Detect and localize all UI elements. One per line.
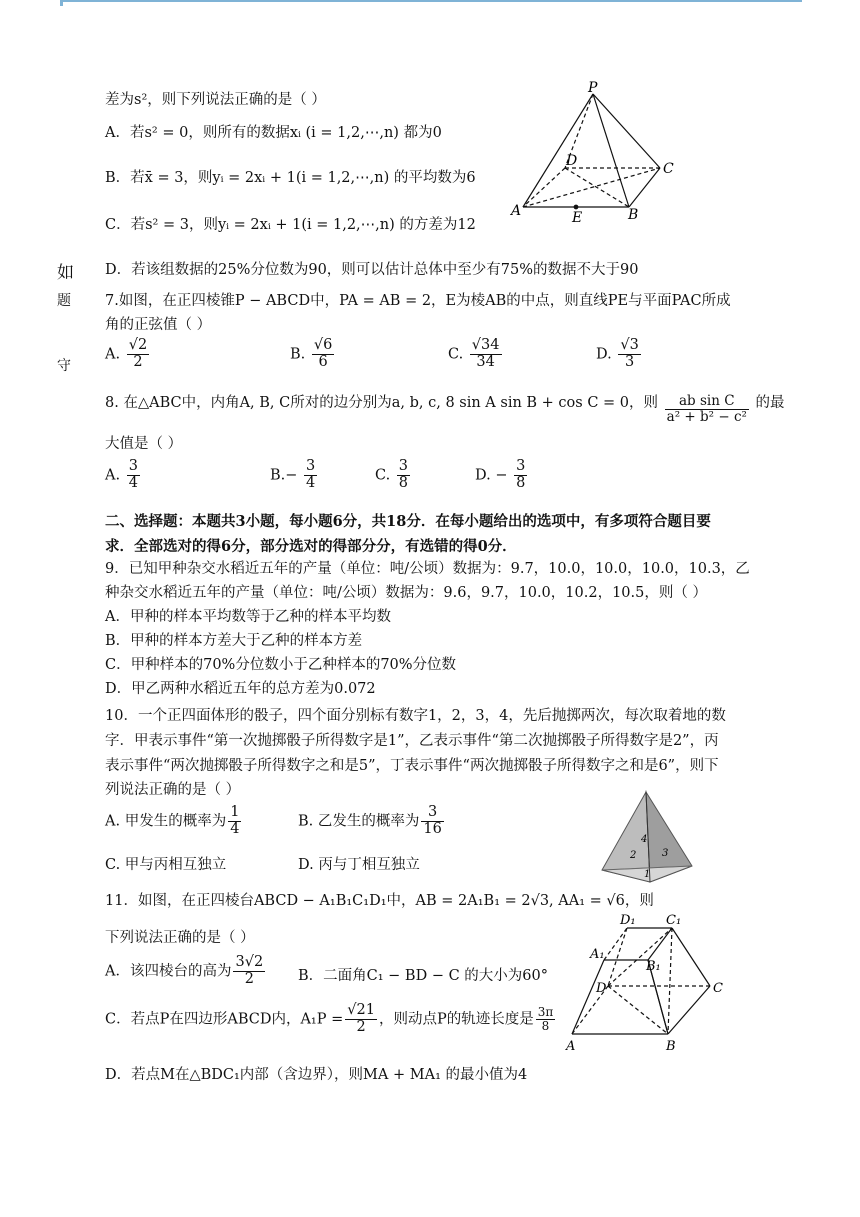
fraction-den: 8	[541, 1018, 550, 1033]
q11-option-b: B．二面角C₁ − BD − C 的大小为60°	[298, 968, 548, 984]
pyramid-label-e: E	[572, 210, 583, 225]
q7-option-b	[290, 338, 336, 371]
tetrahedron-die-figure	[598, 790, 698, 886]
frustum-label-a1: A₁	[590, 947, 605, 962]
frustum-label-a: A	[566, 1039, 576, 1054]
frustum-label-b: B	[666, 1039, 676, 1054]
margin-mark: 如	[57, 263, 74, 283]
q8-option-c	[375, 459, 412, 492]
fraction-den: 2	[356, 1018, 366, 1035]
top-border-line	[62, 0, 802, 6]
fraction-num: √2	[128, 337, 148, 353]
fraction-den: 4	[128, 474, 138, 491]
option-label: C.	[375, 467, 391, 484]
frustum-label-b1: B₁	[646, 959, 661, 974]
q9-stem-line1: 9．已知甲种杂交水稻近五年的产量（单位：吨/公顷）数据为：9.7，10.0，10.0，10.0，10.3，乙	[105, 561, 750, 577]
fraction-den: 6	[318, 353, 328, 370]
q10-stem-line2: 字．甲表示事件“第一次抛掷骰子所得数字是1”，乙表示事件“第二次抛掷骰子所得数字是2”，丙	[105, 733, 719, 749]
option-text: A．该四棱台的高为	[105, 963, 232, 980]
fraction	[421, 805, 443, 838]
q8-text-b: 的最	[755, 395, 785, 411]
fraction-den: 4	[230, 820, 240, 837]
fraction	[233, 955, 265, 988]
option-label: B.	[290, 346, 306, 363]
q9-option-d: D．甲乙两种水稻近五年的总方差为0.072	[105, 681, 376, 697]
pyramid-label-p: P	[588, 80, 598, 96]
option-label: C.	[448, 346, 464, 363]
fraction	[536, 1006, 556, 1033]
option-text: A. 甲发生的概率为	[105, 813, 227, 830]
fraction-num: 3√2	[235, 954, 264, 970]
fraction	[312, 338, 334, 371]
fraction-num: 3	[398, 458, 409, 474]
fraction-num: √34	[471, 337, 500, 353]
q8-stem-line1	[105, 391, 785, 425]
q8-stem-line2: 大值是（ ）	[105, 436, 183, 452]
q11-stem-line2: 下列说法正确的是（ ）	[105, 930, 255, 946]
option-label: D.	[475, 467, 491, 484]
q10-stem-line4: 列说法正确的是（ ）	[105, 782, 241, 798]
q6-option-b: B．若x̄ = 3，则yᵢ = 2xᵢ + 1(i = 1,2,⋯,n) 的平均数为6	[105, 170, 476, 186]
fraction	[228, 805, 241, 838]
option-sign: −	[495, 467, 508, 484]
q11-option-d: D．若点M在△BDC₁内部（含边界），则MA + MA₁ 的最小值为4	[105, 1067, 528, 1083]
q6-option-d: D．若该组数据的25%分位数为90，则可以估计总体中至少有75%的数据不大于90	[105, 262, 639, 278]
fraction-den: 3	[624, 353, 635, 370]
q10-option-d: D. 丙与丁相互独立	[298, 857, 420, 873]
fraction-den: 8	[516, 474, 526, 491]
q7-option-c	[448, 338, 504, 371]
frustum-figure	[560, 912, 730, 1054]
q9-option-a: A．甲种的样本平均数等于乙种的样本平均数	[105, 609, 391, 625]
q7-option-d	[596, 338, 643, 371]
q7-option-a	[105, 338, 151, 371]
fraction-den: 2	[133, 353, 143, 370]
fraction-num: √6	[313, 337, 333, 353]
fraction-num: 3π	[537, 1004, 554, 1019]
option-label: D.	[596, 346, 612, 363]
fraction-den: 4	[306, 474, 316, 491]
q10-option-b	[298, 805, 446, 838]
q10-option-a	[105, 805, 243, 838]
frustum-label-d: D	[596, 981, 607, 996]
q6-option-c: C．若s² = 3，则yᵢ = 2xᵢ + 1(i = 1,2,⋯,n) 的方差为12	[105, 217, 476, 233]
q10-option-c: C. 甲与丙相互独立	[105, 857, 227, 873]
frustum-label-c1: C₁	[666, 913, 682, 928]
fraction	[127, 459, 140, 492]
q6-option-a: A．若s² = 0，则所有的数据xᵢ (i = 1,2,⋯,n) 都为0	[105, 125, 442, 141]
fraction-den: 16	[423, 820, 442, 837]
margin-mark: 题	[57, 293, 71, 309]
q9-option-b: B．甲种的样本方差大于乙种的样本方差	[105, 633, 363, 649]
die-face-label: 4	[641, 834, 648, 845]
fraction	[397, 459, 410, 492]
pyramid-figure	[505, 80, 700, 225]
q8-option-b	[270, 459, 319, 492]
fraction-num: √3	[620, 337, 639, 353]
fraction-den: 34	[476, 353, 495, 370]
fraction-num: ab sin C	[665, 394, 749, 410]
fraction	[345, 1003, 377, 1036]
fraction-num: √21	[347, 1002, 375, 1018]
fraction-den: 2	[244, 970, 254, 987]
q11-option-a	[105, 955, 267, 988]
pyramid-label-b: B	[628, 207, 639, 223]
fraction	[304, 459, 317, 492]
q8-text-a: 8. 在△ABC中，内角A, B, C所对的边分别为a, b, c, 8 sin A sin B + cos C = 0，则	[105, 395, 659, 411]
fraction-den: 8	[398, 474, 409, 491]
q9-option-c: C．甲种样本的70%分位数小于乙种样本的70%分位数	[105, 657, 457, 673]
q8-fraction	[665, 394, 749, 425]
option-label: A.	[105, 346, 121, 363]
margin-mark: 守	[57, 358, 71, 374]
die-face-label: 3	[662, 848, 669, 859]
pyramid-label-a: A	[511, 203, 522, 219]
option-label: B.	[270, 467, 286, 484]
q7-stem-line2: 角的正弦值（ ）	[105, 317, 212, 333]
q9-stem-line2: 种杂交水稻近五年的产量（单位：吨/公顷）数据为：9.6，9.7，10.0，10.2，10.5，则（ ）	[105, 585, 707, 601]
fraction	[470, 338, 502, 371]
q8-option-a	[105, 459, 142, 492]
q10-stem-line3: 表示事件“两次抛掷骰子所得数字之和是5”，丁表示事件“两次抛掷骰子所得数字之和是6”，则下	[105, 758, 719, 774]
fraction	[618, 338, 640, 371]
fraction-num: 3	[516, 458, 526, 474]
pyramid-label-d: D	[566, 153, 578, 169]
q11-stem-line1: 11．如图，在正四棱台ABCD − A₁B₁C₁D₁中，AB = 2A₁B₁ = 2√3, AA₁ = √6，则	[105, 893, 654, 909]
fraction	[514, 459, 527, 492]
section2-heading-line1: 二、选择题：本题共3小题，每小题6分，共18分．在每小题给出的选项中，有多项符合题目要	[105, 513, 711, 530]
frustum-label-c: C	[713, 981, 723, 996]
die-face-label: 1	[644, 869, 651, 880]
q8-option-d	[475, 459, 529, 492]
section2-heading-line2: 求．全部选对的得6分，部分选对的得部分分，有选错的得0分．	[105, 538, 517, 555]
q7-stem-line1: 7.如图，在正四棱锥P − ABCD中，PA = AB = 2，E为棱AB的中点，则直线PE与平面PAC所成	[105, 293, 731, 309]
q6-stem: 差为s²，则下列说法正确的是（ ）	[105, 92, 326, 108]
option-text: ，则动点P的轨迹长度是	[378, 1011, 534, 1028]
pyramid-label-c: C	[663, 161, 674, 177]
fraction	[127, 338, 149, 371]
fraction-num: 3	[421, 805, 443, 822]
q10-stem-line1: 10．一个正四面体形的骰子，四个面分别标有数字1，2，3，4，先后抛掷两次，每次取着地的数	[105, 708, 726, 724]
fraction-den: a² + b² − c²	[666, 409, 747, 425]
fraction-num: 1	[230, 804, 240, 820]
option-text: C．若点P在四边形ABCD内，A₁P =	[105, 1011, 344, 1028]
fraction-num: 3	[306, 458, 316, 474]
die-face-label: 2	[630, 850, 637, 861]
frustum-label-d1: D₁	[620, 913, 636, 928]
fraction-num: 3	[128, 458, 138, 474]
option-text: B. 乙发生的概率为	[298, 813, 420, 830]
q11-option-c	[105, 1003, 557, 1036]
option-sign: −	[285, 467, 298, 484]
option-label: A.	[105, 467, 121, 484]
